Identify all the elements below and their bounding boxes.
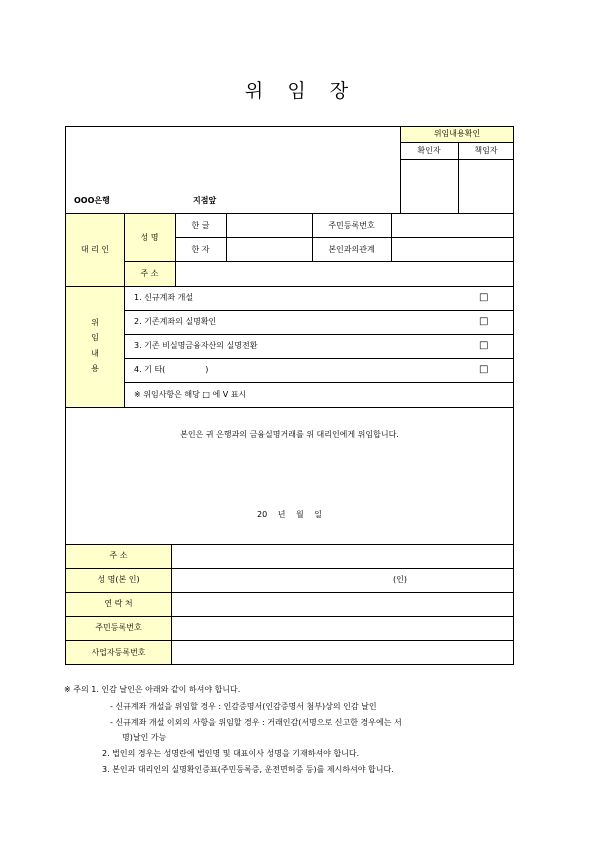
principal-address-field[interactable] [172, 545, 513, 567]
agent-name-hangul-field[interactable] [227, 214, 311, 236]
delegation-item-label: 4. 기 타( ) [134, 365, 209, 374]
agent-resident-no-label: 주민등록번호 [328, 221, 375, 230]
confirmer-signature-box[interactable] [401, 160, 457, 212]
caution-note: - 신규계좌 개설 이외의 사항을 위임할 경우 : 거래인감(서명으로 신고한 경우에는 서 [110, 718, 402, 727]
seal-mark: (인) [393, 575, 407, 584]
agent-name-hanja-field[interactable] [227, 238, 311, 260]
caution-note: 2. 법인의 경우는 성명란에 법인명 및 대표이사 성명을 기재하셔야 합니다. [102, 749, 360, 758]
agent-relation-field[interactable] [392, 238, 513, 260]
caution-note: 3. 본인과 대리인의 실명확인증표(주민등록증, 운전면허증 등)를 제시하셔야 합니다. [102, 765, 394, 774]
hangul-label: 한 글 [191, 221, 210, 230]
delegation-item-label: 2. 기존계좌의 실명확인 [134, 317, 217, 326]
bank-name: OOO은행 [74, 196, 110, 205]
divider [124, 358, 514, 359]
delegation-label-char: 위 [91, 318, 99, 327]
delegation-item-checkbox[interactable]: □ [479, 316, 489, 327]
hanja-label: 한 자 [191, 245, 210, 254]
agent-address-field[interactable] [176, 262, 513, 285]
divider [124, 310, 514, 311]
statement-date: 20 년 월 일 [257, 510, 322, 519]
approver-signature-box[interactable] [459, 160, 513, 212]
agent-resident-no-field[interactable] [392, 214, 513, 236]
caution-note: - 신규계좌 개설을 위임할 경우 : 인감증명서(인감증명서 첨부)상의 인감 날인 [110, 702, 377, 711]
caution-note: 명)날인 가능 [122, 733, 167, 742]
principal-contact-label: 연 락 처 [104, 599, 133, 608]
delegation-item-label: 1. 신규계좌 개설 [134, 293, 194, 302]
divider [65, 286, 514, 287]
principal-business-no-label: 사업자등록번호 [91, 648, 146, 657]
delegation-item-checkbox[interactable]: □ [479, 364, 489, 375]
principal-resident-no-field[interactable] [172, 617, 513, 639]
principal-name-field[interactable] [172, 569, 392, 591]
agent-address-label: 주 소 [140, 269, 159, 278]
delegation-item-checkbox[interactable]: □ [479, 292, 489, 303]
delegation-item-label: 3. 기존 비실명금융자산의 실명전환 [134, 341, 258, 350]
confirmer-label: 확인자 [417, 146, 441, 155]
document-title: 위 임 장 [244, 80, 351, 102]
agent-name-label: 성 명 [140, 233, 159, 242]
delegation-statement: 본인은 귀 은행과의 금융실명거래를 위 대리인에게 위임합니다. [180, 430, 399, 439]
divider [65, 407, 514, 408]
principal-address-label: 주 소 [109, 551, 128, 560]
agent-relation-label: 본인과의관계 [328, 245, 375, 254]
delegation-label-char: 용 [91, 364, 99, 373]
principal-contact-field[interactable] [172, 593, 513, 615]
principal-business-no-field[interactable] [172, 641, 513, 663]
agent-section-label: 대 리 인 [80, 245, 110, 254]
divider [400, 142, 514, 143]
caution-note: ※ 주의 1. 인감 날인은 아래와 같이 하셔야 합니다. [64, 685, 241, 694]
confirm-box-title: 위임내용확인 [433, 129, 481, 138]
approver-label: 책임자 [474, 146, 498, 155]
divider [124, 334, 514, 335]
principal-resident-no-label: 주민등록번호 [95, 623, 142, 632]
divider [124, 382, 514, 383]
divider [124, 213, 125, 407]
delegation-note: ※ 위임사항은 해당 □ 에 V 표시 [134, 390, 247, 399]
delegation-label-char: 임 [91, 333, 99, 342]
delegation-label-char: 내 [91, 349, 99, 358]
branch-label: 지점앞 [193, 196, 217, 205]
delegation-item-checkbox[interactable]: □ [479, 340, 489, 351]
principal-name-label: 성 명(본 인) [97, 575, 140, 584]
